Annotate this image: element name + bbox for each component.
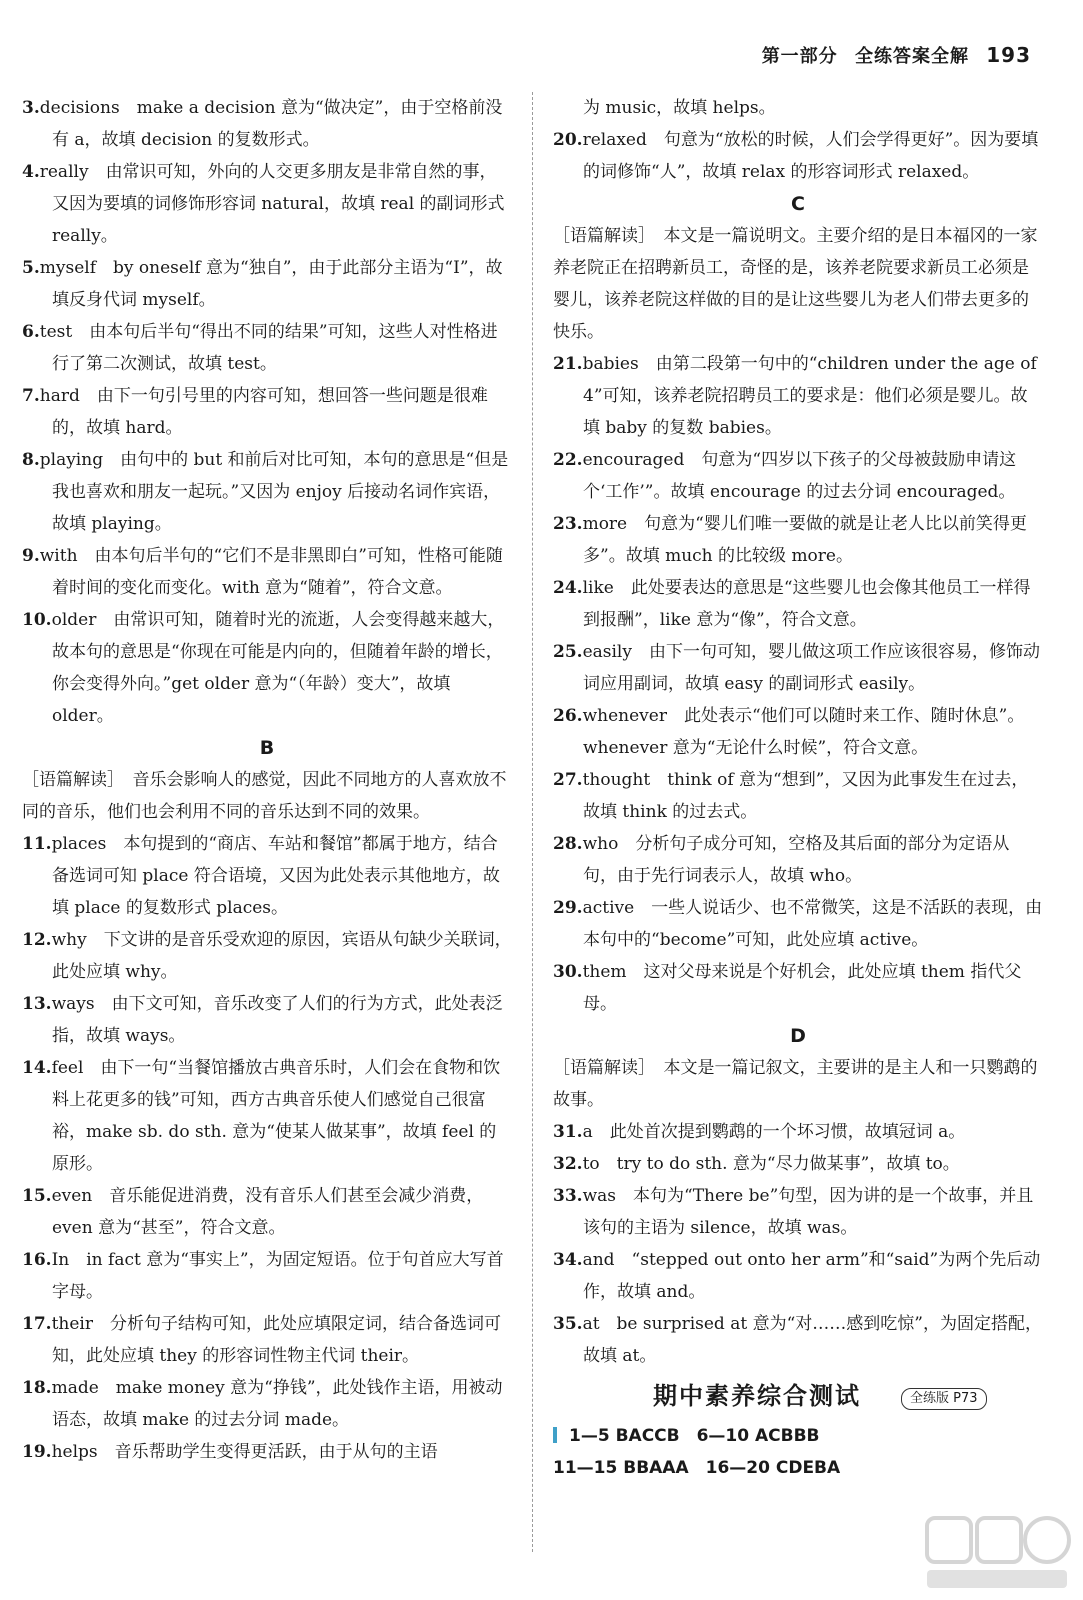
entry-explanation: 音乐能促进消费，没有音乐人们甚至会减少消费，even 意为“甚至”，符合文意。 <box>52 1186 484 1238</box>
answer-entry <box>553 700 1043 764</box>
entry-number: 27. <box>553 770 583 790</box>
entry-number: 32. <box>553 1154 583 1174</box>
entry-explanation: 由下一句可知，婴儿做这项工作应该很容易，修饰动词应用副词，故填 easy 的副词形式 easily。 <box>583 642 1040 694</box>
answer-entry <box>553 956 1043 1020</box>
entry-answer-word: really <box>39 162 89 182</box>
page-number: 193 <box>986 43 1031 67</box>
answer-entry <box>553 1180 1043 1244</box>
entry-explanation: 分析句子结构可知，此处应填限定词，结合备选词可知，此处应填 they 的形容词性物主代词 their。 <box>52 1314 501 1366</box>
midterm-heading <box>553 1376 1043 1420</box>
answer-entry <box>22 1244 512 1308</box>
right-entries <box>553 92 1043 1372</box>
entry-number: 15. <box>22 1186 52 1206</box>
entry-explanation: 下文讲的是音乐受欢迎的原因，宾语从句缺少关联词，此处应填 why。 <box>52 930 512 982</box>
entry-number: 17. <box>22 1314 52 1334</box>
answer-entry <box>22 540 512 604</box>
answer-entry <box>553 892 1043 956</box>
answer-entry <box>22 1436 512 1468</box>
entry-number: 34. <box>553 1250 583 1270</box>
header-part: 第一部分 <box>761 46 838 67</box>
entry-answer-word: older <box>51 610 97 630</box>
answer-entry <box>22 316 512 380</box>
entry-number: 16. <box>22 1250 52 1270</box>
entry-number: 30. <box>553 962 583 982</box>
entry-explanation: 一些人说话少、也不常微笑，这是不活跃的表现，由本句中的“become”可知，此处应填 active。 <box>583 898 1043 950</box>
entry-answer-word: why <box>51 930 87 950</box>
entry-explanation: 由第二段第一句中的“children under the age of 4”可知，该养老院招聘员工的要求是：他们必须是婴儿。故填 baby 的复数 babies。 <box>583 354 1037 438</box>
entry-number: 11. <box>22 834 52 854</box>
entry-explanation: “stepped out onto her arm”和“said”为两个先后动作，故填 and。 <box>583 1250 1041 1302</box>
entry-answer-word: even <box>51 1186 93 1206</box>
answer-entry <box>553 348 1043 444</box>
passage-intro: ［语篇解读］ 音乐会影响人的感觉，因此不同地方的人喜欢放不同的音乐，他们也会利用不同的音乐达到不同的效果。 <box>22 770 507 822</box>
entry-number: 33. <box>553 1186 583 1206</box>
entry-number: 5. <box>22 258 40 278</box>
entry-number: 35. <box>553 1314 583 1334</box>
entry-number: 31. <box>553 1122 583 1142</box>
entry-answer-word: places <box>51 834 107 854</box>
entry-answer-word: made <box>51 1378 99 1398</box>
answer-entry <box>22 1372 512 1436</box>
entry-number: 20. <box>553 130 583 150</box>
entry-answer-word: test <box>39 322 73 342</box>
section-marker-icon <box>553 1427 557 1443</box>
entry-explanation: try to do sth. 意为“尽力做某事”，故填 to。 <box>616 1154 960 1174</box>
entry-number: 13. <box>22 994 52 1014</box>
entry-answer-word: ways <box>51 994 95 1014</box>
entry-explanation: 由常识可知，外向的人交更多朋友是非常自然的事，又因为要填的词修饰形容词 natural，故填 real 的副词形式 really。 <box>52 162 505 246</box>
answer-entry <box>22 1308 512 1372</box>
entry-answer-word: was <box>582 1186 616 1206</box>
entry-answer-word: myself <box>39 258 96 278</box>
entry-number: 25. <box>553 642 583 662</box>
midterm-badge: 全练版 P73 <box>901 1388 987 1410</box>
entry-answer-word: whenever <box>582 706 667 726</box>
entry-explanation: 分析句子成分可知，空格及其后面的部分为定语从句，由于先行词表示人，故填 who。 <box>583 834 1010 886</box>
answer-entry <box>553 1308 1043 1372</box>
entry-explanation: 句意为“四岁以下孩子的父母被鼓励申请这个‘工作’”。故填 encourage 的过去分词 encouraged。 <box>583 450 1017 502</box>
entry-answer-word: at <box>582 1314 600 1334</box>
entry-number: 7. <box>22 386 40 406</box>
answer-entry <box>22 156 512 252</box>
entry-explanation: 此处表示“他们可以随时来工作、随时休息”。whenever 意为“无论什么时候”，符合文意。 <box>583 706 1025 758</box>
entry-number: 29. <box>553 898 583 918</box>
entry-explanation: 由下一句“当餐馆播放古典音乐时，人们会在食物和饮料上花更多的钱”可知，西方古典音乐使人们感觉自己很富裕，make sb. do sth. 意为“使某人做某事”，故填 feel 的原形。 <box>52 1058 501 1174</box>
answer-entry <box>553 828 1043 892</box>
answer-entry <box>22 92 512 156</box>
entry-answer-word: more <box>582 514 628 534</box>
answer-line-1 <box>553 1420 1043 1452</box>
entry-number: 12. <box>22 930 52 950</box>
answer-entry <box>553 124 1043 188</box>
entry-continuation: 为 music，故填 helps。 <box>583 98 776 118</box>
entry-answer-word: their <box>51 1314 93 1334</box>
entry-answer-word: to <box>582 1154 600 1174</box>
entry-explanation: 本句为“There be”句型，因为讲的是一个故事，并且该句的主语为 silence，故填 was。 <box>583 1186 1034 1238</box>
entry-number: 9. <box>22 546 40 566</box>
entry-explanation: 这对父母来说是个好机会，此处应填 them 指代父母。 <box>583 962 1022 1014</box>
entry-answer-word: decisions <box>39 98 120 118</box>
entry-number: 22. <box>553 450 583 470</box>
entry-answer-word: and <box>582 1250 615 1270</box>
answer-entry <box>553 1244 1043 1308</box>
entry-number: 24. <box>553 578 583 598</box>
entry-explanation: 句意为“婴儿们唯一要做的就是让老人比以前笑得更多”。故填 much 的比较级 more。 <box>583 514 1027 566</box>
section-letter: C <box>791 193 805 215</box>
answer-entry <box>22 828 512 924</box>
passage-intro: ［语篇解读］ 本文是一篇记叙文，主要讲的是主人和一只鹦鹉的故事。 <box>553 1058 1038 1110</box>
answer-entry <box>553 444 1043 508</box>
entry-explanation: think of 意为“想到”，又因为此事发生在过去，故填 think 的过去式。 <box>583 770 1029 822</box>
answer-entry <box>22 444 512 540</box>
entry-explanation: 本句提到的“商店、车站和餐馆”都属于地方，结合备选词可知 place 符合语境，又因为此处表示其他地方，故填 place 的复数形式 places。 <box>52 834 500 918</box>
entry-explanation: by oneself 意为“独自”，由于此部分主语为“I”，故填反身代词 myself。 <box>52 258 503 310</box>
entry-answer-word: helps <box>51 1442 98 1462</box>
entry-answer-word: feel <box>51 1058 84 1078</box>
answer-entry <box>553 636 1043 700</box>
entry-answer-word: hard <box>39 386 80 406</box>
entry-answer-word: active <box>582 898 635 918</box>
entry-explanation: make money 意为“挣钱”，此处钱作主语，用被动语态，故填 make 的过去分词 made。 <box>52 1378 503 1430</box>
entry-explanation: 此处首次提到鹦鹉的一个坏习惯，故填冠词 a。 <box>609 1122 966 1142</box>
entry-answer-word: with <box>39 546 78 566</box>
section-letter: D <box>790 1025 806 1047</box>
entry-answer-word: who <box>582 834 619 854</box>
entry-answer-word: thought <box>582 770 651 790</box>
entry-answer-word: like <box>582 578 614 598</box>
entry-number: 6. <box>22 322 40 342</box>
answer-line-2 <box>553 1452 1043 1484</box>
answer-entry <box>22 924 512 988</box>
entry-explanation: 由下一句引号里的内容可知，想回答一些问题是很难的，故填 hard。 <box>52 386 488 438</box>
entry-explanation: 音乐帮助学生变得更活跃，由于从句的主语 <box>114 1442 438 1462</box>
entry-explanation: 由常识可知，随着时光的流逝，人会变得越来越大，故本句的意思是“你现在可能是内向的，但随着年龄的增长，你会变得外向。”get older 意为“（年龄）变大”，故填 older。 <box>52 610 505 726</box>
passage-intro: ［语篇解读］ 本文是一篇说明文。主要介绍的是日本福冈的一家养老院正在招聘新员工，奇怪的是，该养老院要求新员工必须是婴儿，该养老院这样做的目的是让这些婴儿为老人们带去更多的快乐。 <box>553 226 1038 342</box>
entry-answer-word: easily <box>582 642 632 662</box>
entry-explanation: 由本句后半句“得出不同的结果”可知，这些人对性格进行了第二次测试，故填 test。 <box>52 322 498 374</box>
entry-number: 18. <box>22 1378 52 1398</box>
entry-answer-word: them <box>582 962 627 982</box>
answer-entry <box>22 1052 512 1180</box>
header-title: 全练答案全解 <box>854 46 969 67</box>
entry-answer-word: babies <box>582 354 639 374</box>
answer-line-2-text: 11—15 BBAAA 16—20 CDEBA <box>553 1458 841 1478</box>
left-column <box>22 92 512 1468</box>
entry-explanation: be surprised at 意为“对……感到吃惊”，为固定搭配，故填 at。 <box>583 1314 1042 1366</box>
answer-entry <box>553 1116 1043 1148</box>
entry-number: 21. <box>553 354 583 374</box>
answer-entry <box>553 572 1043 636</box>
right-column <box>553 92 1043 1484</box>
entry-answer-word: In <box>51 1250 70 1270</box>
entry-answer-word: encouraged <box>582 450 685 470</box>
answer-entry <box>553 764 1043 828</box>
entry-explanation: 由句中的 but 和前后对比可知，本句的意思是“但是我也喜欢和朋友一起玩。”又因为 enjoy 后接动名词作宾语，故填 playing。 <box>52 450 509 534</box>
entry-number: 14. <box>22 1058 52 1078</box>
entry-explanation: 由本句后半句的“它们不是非黑即白”可知，性格可能随着时间的变化而变化。with 意为“随着”，符合文意。 <box>52 546 503 598</box>
answer-entry <box>22 988 512 1052</box>
column-divider <box>532 92 534 1552</box>
entry-answer-word: relaxed <box>582 130 647 150</box>
answer-line-1-text: 1—5 BACCB 6—10 ACBBB <box>569 1426 820 1446</box>
entry-explanation: 此处要表达的意思是“这些婴儿也会像其他员工一样得到报酬”，like 意为“像”，符合文意。 <box>583 578 1031 630</box>
entry-number: 3. <box>22 98 40 118</box>
entry-number: 8. <box>22 450 40 470</box>
page-header <box>752 42 1031 68</box>
answer-entry <box>22 252 512 316</box>
answer-entry <box>22 380 512 444</box>
entry-number: 28. <box>553 834 583 854</box>
watermark-logo-icon <box>923 1512 1073 1592</box>
answer-entry <box>22 604 512 732</box>
entry-explanation: in fact 意为“事实上”，为固定短语。位于句首应大写首字母。 <box>52 1250 504 1302</box>
entry-number: 10. <box>22 610 52 630</box>
entry-number: 23. <box>553 514 583 534</box>
entry-explanation: 由下文可知，音乐改变了人们的行为方式，此处表泛指，故填 ways。 <box>52 994 503 1046</box>
midterm-title: 期中素养综合测试 <box>653 1382 861 1410</box>
answer-entry <box>553 1148 1043 1180</box>
entry-explanation: 句意为“放松的时候，人们会学得更好”。因为要填的词修饰“人”，故填 relax 的形容词形式 relaxed。 <box>583 130 1039 182</box>
entry-number: 19. <box>22 1442 52 1462</box>
entry-answer-word: a <box>582 1122 593 1142</box>
entry-answer-word: playing <box>39 450 104 470</box>
entry-explanation: make a decision 意为“做决定”，由于空格前没有 a，故填 decision 的复数形式。 <box>52 98 503 150</box>
answer-entry <box>22 1180 512 1244</box>
section-letter: B <box>259 737 275 759</box>
entry-number: 4. <box>22 162 40 182</box>
entry-number: 26. <box>553 706 583 726</box>
answer-entry <box>553 508 1043 572</box>
